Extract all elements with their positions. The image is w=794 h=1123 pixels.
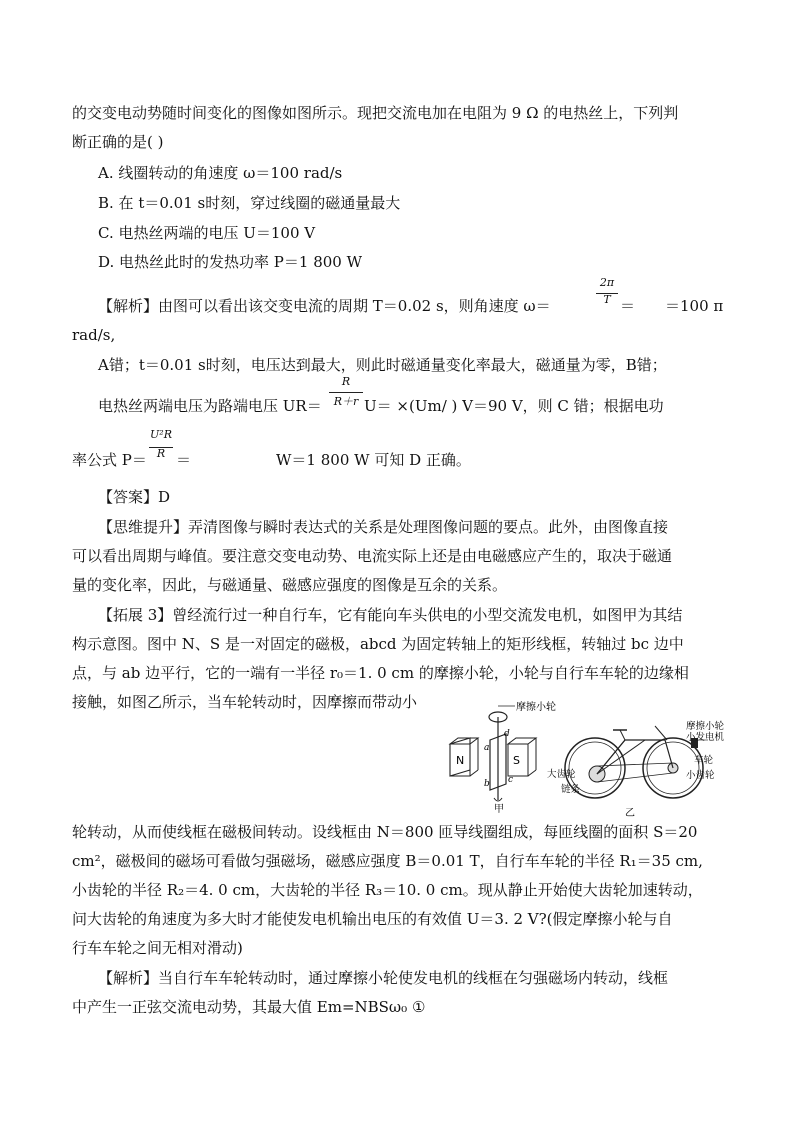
summary-line: 可以看出周期与峰值。要注意交变电动势、电流实际上还是由电磁感应产生的，取决于磁通 xyxy=(72,547,673,565)
analysis-line: W＝1 800 W 可知 D 正确。 xyxy=(276,451,471,469)
option-b: B. 在 t＝0.01 s时刻，穿过线圈的磁通量最大 xyxy=(98,194,401,212)
extension-line: 轮转动，从而使线框在磁极间转动。设线框由 N＝800 匝导线圈组成，每匝线圈的面积 S＝20 xyxy=(72,823,698,841)
extension-line: 构示意图。图中 N、S 是一对固定的磁极，abcd 为固定转轴上的矩形线框，转轴过 bc 边中 xyxy=(72,635,684,653)
label-c: c xyxy=(508,775,514,785)
extension-line: 接触，如图乙所示，当车轮转动时，因摩擦而带动小 xyxy=(72,693,418,711)
extension-line: cm²，磁极间的磁场可看做匀强磁场，磁感应强度 B＝0.01 T，自行车车轮的半径 R₁＝35 cm, xyxy=(72,852,703,870)
label-chain: 链条 xyxy=(561,784,581,795)
analysis-line: 【解析】由图可以看出该交变电流的周期 T＝0.02 s，则角速度 ω＝ xyxy=(98,297,551,315)
fraction-numerator: U²R xyxy=(150,428,172,441)
answer: 【答案】D xyxy=(98,488,171,506)
analysis-value: ＝100 π xyxy=(665,297,724,315)
analysis-line: 电热丝两端电压为路端电压 UR＝ xyxy=(98,397,322,415)
label-small-gear: 小齿轮 xyxy=(686,770,715,781)
option-d: D. 电热丝此时的发热功率 P＝1 800 W xyxy=(98,253,363,271)
analysis-line: 【解析】当自行车车轮转动时，通过摩擦小轮使发电机的线框在匀强磁场内转动，线框 xyxy=(98,969,669,987)
analysis-line: 率公式 P＝ xyxy=(72,451,147,469)
fraction-denominator: R＋r xyxy=(333,395,359,408)
label-a: a xyxy=(484,743,490,753)
label-wheel: 车轮 xyxy=(694,755,714,766)
fraction-denominator: R xyxy=(156,447,166,460)
label-d: d xyxy=(504,729,510,739)
equals-sign: ＝ xyxy=(620,297,636,315)
extension-line: 【拓展 3】曾经流行过一种自行车，它有能向车头供电的小型交流发电机，如图甲为其结 xyxy=(98,606,683,624)
label-friction-wheel: 摩擦小轮 xyxy=(686,721,725,732)
label-big-gear: 大齿轮 xyxy=(547,769,576,780)
caption-yi: 乙 xyxy=(625,808,635,819)
analysis-line: U＝ ×(Um/ ) V＝90 V，则 C 错；根据电功 xyxy=(364,397,664,415)
summary-line: 【思维提升】弄清图像与瞬时表达式的关系是处理图像问题的要点。此外，由图像直接 xyxy=(98,518,669,536)
extension-line: 行车车轮之间无相对滑动) xyxy=(72,939,243,957)
fraction-numerator: 2π xyxy=(599,276,615,289)
equals-sign: ＝ xyxy=(176,451,192,469)
label-friction-wheel: 摩擦小轮 xyxy=(516,702,556,713)
label-generator: 小发电机 xyxy=(686,732,725,743)
extension-line: 小齿轮的半径 R₂＝4. 0 cm，大齿轮的半径 R₃＝10. 0 cm。现从静止开始使大齿轮加速转动， xyxy=(72,881,703,899)
analysis-line: rad/s, xyxy=(72,326,116,344)
fraction-denominator: T xyxy=(603,293,611,306)
analysis-line: 中产生一正弦交流电动势，其最大值 Em=NBSω₀ ① xyxy=(72,998,426,1016)
fraction-numerator: R xyxy=(341,375,351,388)
label-n: N xyxy=(456,754,465,767)
option-c: C. 电热丝两端的电压 U＝100 V xyxy=(98,224,316,242)
extension-line: 问大齿轮的角速度为多大时才能使发电机输出电压的有效值 U＝3. 2 V?(假定摩擦小轮与自 xyxy=(72,910,673,928)
summary-line: 量的变化率，因此，与磁通量、磁感应强度的图像是互余的关系。 xyxy=(72,576,508,594)
label-b: b xyxy=(484,779,490,789)
figure-yi xyxy=(545,720,745,820)
analysis-line: A错；t＝0.01 s时刻，电压达到最大，则此时磁通量变化率最大，磁通量为零，B错； xyxy=(98,356,667,374)
text-line: 的交变电动势随时间变化的图像如图所示。现把交流电加在电阻为 9 Ω 的电热丝上，下列判 xyxy=(72,104,679,122)
extension-line: 点，与 ab 边平行，它的一端有一半径 r₀＝1. 0 cm 的摩擦小轮，小轮与自行车车轮的边缘相 xyxy=(72,664,689,682)
label-s: S xyxy=(513,754,520,767)
option-a: A. 线圈转动的角速度 ω＝100 rad/s xyxy=(98,164,343,182)
text-line: 断正确的是( ) xyxy=(72,133,164,151)
caption-jia: 甲 xyxy=(494,804,504,815)
